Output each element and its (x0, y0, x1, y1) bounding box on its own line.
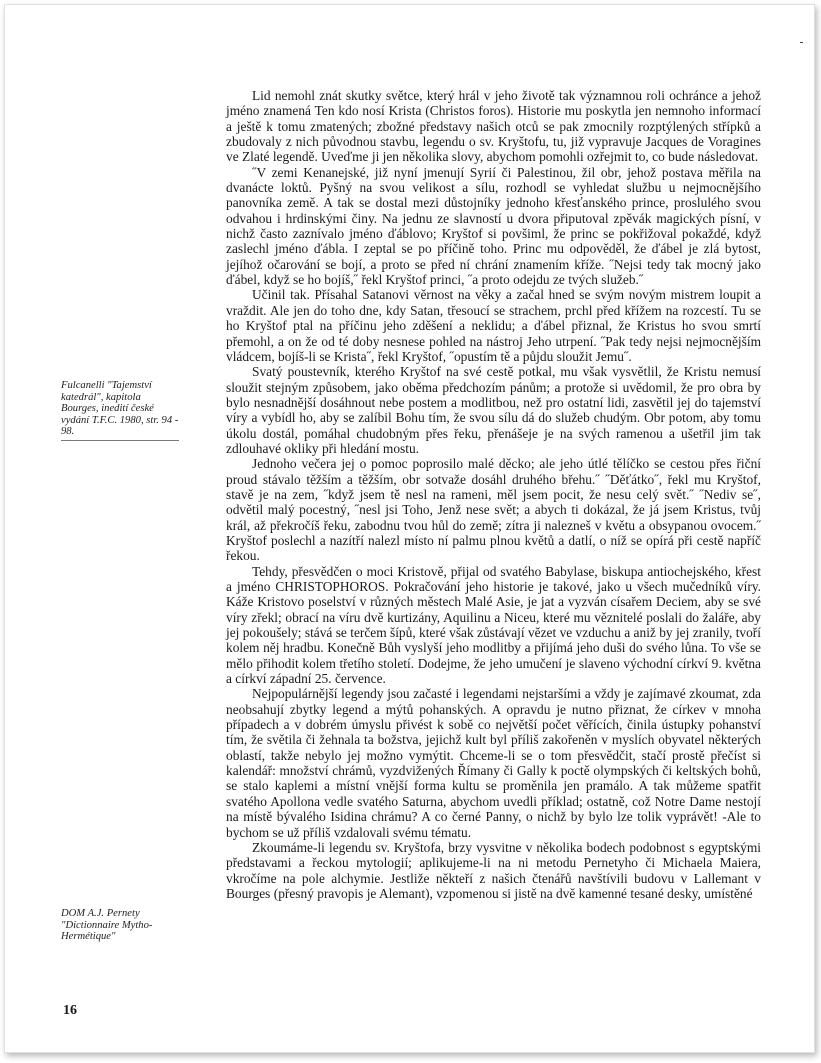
page-number: 16 (63, 1003, 77, 1018)
paragraph: Nejpopulárnější legendy jsou začasté i legendami nejstaršími a vždy je zajímavé zkoumat, zda neobsahují zbytky legend a mýtů pohanských. A opravdu je nutno přiznat, že církev v mnoha případech a v dobrém úmyslu přivést k sobě co největší počet věřících, činila ústupky pohanství tím, že světila či žehnala ta božstva, jejichž kult byl příliš zakořeněn v myslích obyvatel některých oblastí, takže nebylo jej možno vymýtit. Chceme-li se o tom přesvědčit, stačí prostě přečíst si kalendář: množství chrámů, vyzdvižených Římany či Gally k poctě olympských či keltských bohů, se stalo kaplemi a místní vnější forma kultu se proměnila jen pramálo. A tak můžeme spatřit svatého Apollona vedle svatého Saturna, abychom uvedli příklad; ostatně, což Notre Dame nestojí na místě bývalého Isidina chrámu? A co černé Panny, o nichž by bylo lze tolik vyprávět! -Ale to bychom se už příliš vzdalovali svému tématu. (226, 686, 761, 840)
main-text-column (226, 88, 761, 901)
paragraph: Učinil tak. Přísahal Satanovi věrnost na věky a začal hned se svým novým mistrem loupit a vraždit. Ale jen do toho dne, kdy Satan, třesoucí se strachem, prchl před křížem na rozcestí. Tu se ho Kryštof ptal na příčinu jeho zděšení a neklidu; a ďábel přiznal, že Kristus ho svou smrtí přemohl, a on že od té doby nesnese pohled na nástroj Jeho utrpení. ˝Pak tedy nejsi nejmocnějším vládcem, bojíš-li se Krista˝, řekl Kryštof, ˝opustím tě a půjdu sloužit Jemu˝. (226, 287, 761, 364)
paragraph: Tehdy, přesvědčen o moci Kristově, přijal od svatého Babylase, biskupa antiochejského, křest a jméno CHRISTOPHOROS. Pokračování jeho historie je takové, jako u všech mučedníků víry. Káže Kristovo poselství v různých městech Malé Asie, je jat a vyzván císařem Deciem, aby se své víry zřekl; obrací na víru dvě kurtizány, Aquilinu a Niceu, které mu věznitelé poslali do žaláře, aby jej pokoušely; stává se terčem šípů, které však zůstávají vězet ve vzduchu a aniž by jej zranily, tvoří kolem něj hradbu. Konečně Bůh vyslyší jeho modlitby a přijímá jeho duši do svého lůna. To vše se mělo přihodit kolem třetího století. Dodejme, že jeho umučení je slaveno východní církví 9. května a církví západní 25. července. (226, 563, 761, 687)
document-page (4, 4, 815, 1053)
paragraph: Jednoho večera jej o pomoc poprosilo malé děcko; ale jeho útlé tělíčko se cestou přes řiční proud stávalo těžším a těžším, obr sotvaže dosáhl druhého břehu.˝ ˝Děťátko˝, řekl mu Kryštof, stavě je na zem, ˝když jsem tě nesl na rameni, měl jsem pocit, že nesu celý svět.˝ ˝Nediv se˝, odvětil malý pocestný, ˝nesl jsi Toho, Jenž nese svět; a abych ti dokázal, že já jsem Kristus, tvůj král, až překročíš řeku, zabodnu tvou hůl do země; zítra ji nalezneš v květu a obsypanou ovocem.˝ Kryštof poslechl a nazítří nalezl místo ní palmu plnou květů a datlí, o níž se opírá při cestě napříč řekou. (226, 456, 761, 564)
paragraph: ˝V zemi Kenanejské, již nyní jmenují Syrií či Palestinou, žil obr, jehož postava měřila na dvanácte loktů. Pyšný na svou velikost a sílu, rozhodl se vyhledat službu u nejmocnějšího panovníka země. A tak se dostal mezi důstojníky jednoho křesťanského prince, proslulého svou odvahou i hrdinskými činy. Na jednu ze slavností u dvora připutoval zpěvák magických písní, v nichž často zaznívalo jméno ďáblovo; Kryštof si povšiml, že princ se pokřižoval pokaždé, když zaslechl jméno ďábla. I zeptal se po příčině toho. Princ mu odpověděl, že ďábel je zlá bytost, jejíhož očarování se bojí, a proto se před ní chrání znamením kříže. ˝Nejsi tedy tak mocný jako ďábel, když se ho bojíš,˝ řekl Kryštof princi, ˝a proto odejdu ze tvých služeb.˝ (226, 164, 761, 288)
paragraph: Svatý poustevník, kterého Kryštof na své cestě potkal, mu však vysvětlil, že Kristu nemusí sloužit stejným způsobem, jako oběma předchozím pánům; a protože si uvědomil, že pro obra by bylo nesnadnější dosáhnout nebe postem a modlitbou, než pro ostatní lidi, zasvětil jej do tajemství víry a vybídl ho, aby se zalíbil Bohu tím, že svou sílu dá do služeb chudým. Obr potom, aby tomu úkolu dostál, pomáhal chudobným přes řeku, přenášeje je na svých ramenou a ušetřil jim tak zdlouhavé okliky při hledání mostu. (226, 364, 761, 456)
scan-mark (800, 42, 803, 43)
paragraph: Zkoumáme-li legendu sv. Kryštofa, brzy vysvitne v několika bodech podobnost s egyptskými představami a řeckou mytologií; aplikujeme-li na ni metodu Pernetyho či Michaela Maiera, vkročíme na pole alchymie. Jestliže někteří z našich čtenářů navštívili budovu v Lallemant v Bourges (přesný pravopis je Alemant), vzpomenou si jistě na dvě kamenné tesané desky, umístěné (226, 839, 761, 901)
margin-note-fulcanelli: Fulcanelli "Tajemství katedrál", kapitola Bourges, inedití české vydání T.F.C. 1980, str. 94 - 98. (61, 380, 179, 441)
margin-note-pernety: DOM A.J. Pernety "Dictionnaire Mytho-Hermétique" (61, 908, 153, 943)
paragraph: Lid nemohl znát skutky světce, který hrál v jeho životě tak významnou roli ochránce a jehož jméno znamená Ten kdo nosí Krista (Christos foros). Historie mu poskytla jen nemnoho informací a ještě k tomu zmatených; zbožné představy našich otců se pak zmocnily rozptýlených střípků a zbudovaly z nich původnou stavbu, legendu o sv. Kryštofu, tu, již vypravuje Jacques de Voragines ve Zlaté legendě. Uveďme ji jen několika slovy, abychom pomohli ozřejmit to, co bude následovat. (226, 88, 761, 165)
